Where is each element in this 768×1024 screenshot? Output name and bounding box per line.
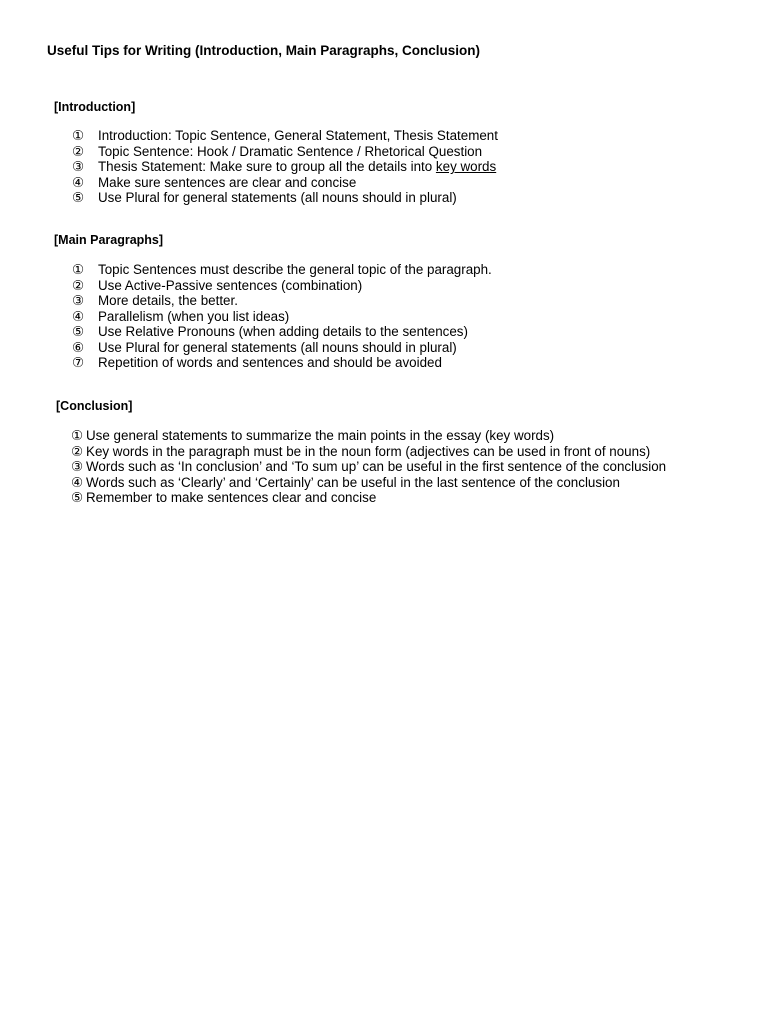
item-number: ② <box>71 443 84 459</box>
list-item <box>72 190 498 206</box>
item-text: Use general statements to summarize the main points in the essay (key words) <box>86 428 555 443</box>
item-number: ⑤ <box>72 324 85 339</box>
document-title: Useful Tips for Writing (Introduction, Main Paragraphs, Conclusion) <box>47 43 481 58</box>
item-number: ⑤ <box>71 490 84 505</box>
item-text: Words such as ‘In conclusion’ and ‘To sum up’ can be useful in the first sentence of the conclusion <box>86 459 667 474</box>
item-number: ③ <box>71 459 84 474</box>
item-text: Topic Sentences must describe the general topic of the paragraph. <box>98 262 492 277</box>
item-number: ④ <box>72 308 85 324</box>
introduction-list <box>72 128 498 206</box>
item-number: ① <box>72 262 85 277</box>
list-item <box>72 324 492 340</box>
list-item <box>71 459 666 475</box>
list-item <box>72 262 492 278</box>
list-item <box>71 490 666 506</box>
conclusion-heading: [Conclusion] <box>56 399 133 413</box>
item-text: Use Plural for general statements (all nouns should in plural) <box>98 190 457 205</box>
key-words-underlined: key words <box>435 159 497 174</box>
list-item <box>72 128 498 144</box>
item-text: Use Plural for general statements (all nouns should in plural) <box>98 339 457 355</box>
list-item <box>72 340 492 356</box>
item-number: ⑤ <box>72 190 85 205</box>
item-text: Use Relative Pronouns (when adding details to the sentences) <box>98 324 468 339</box>
item-text: More details, the better. <box>98 293 238 308</box>
main-paragraphs-list <box>72 262 492 371</box>
item-number: ① <box>71 428 84 443</box>
item-text: Words such as ‘Clearly’ and ‘Certainly’ can be useful in the last sentence of the conclusion <box>86 474 620 490</box>
item-number: ③ <box>72 293 85 308</box>
list-item <box>72 309 492 325</box>
item-text: Remember to make sentences clear and concise <box>86 490 377 505</box>
item-text: Parallelism (when you list ideas) <box>98 308 290 324</box>
list-item <box>72 144 498 160</box>
list-item <box>71 475 666 491</box>
list-item <box>72 293 492 309</box>
conclusion-list <box>71 428 666 506</box>
list-item <box>71 444 666 460</box>
list-item <box>72 159 498 175</box>
item-number: ③ <box>72 159 85 174</box>
item-text: Thesis Statement: Make sure to group all the details into <box>98 159 436 174</box>
item-text: Use Active-Passive sentences (combination) <box>98 277 363 293</box>
item-number: ④ <box>72 174 85 190</box>
list-item <box>72 278 492 294</box>
list-item <box>72 355 492 371</box>
item-text: Repetition of words and sentences and should be avoided <box>98 355 442 370</box>
main-paragraphs-heading: [Main Paragraphs] <box>54 233 164 247</box>
item-text: Make sure sentences are clear and concise <box>98 174 357 190</box>
item-text: Introduction: Topic Sentence, General Statement, Thesis Statement <box>98 128 498 143</box>
item-text: Topic Sentence: Hook / Dramatic Sentence / Rhetorical Question <box>98 143 483 159</box>
list-item <box>71 428 666 444</box>
item-number: ⑥ <box>72 339 85 355</box>
item-text: Key words in the paragraph must be in the noun form (adjectives can be used in front of nouns) <box>86 443 651 459</box>
item-number: ① <box>72 128 85 143</box>
item-number: ④ <box>71 474 84 490</box>
list-item <box>72 175 498 191</box>
introduction-heading: [Introduction] <box>54 100 136 114</box>
item-number: ② <box>72 143 85 159</box>
item-number: ② <box>72 277 85 293</box>
item-number: ⑦ <box>72 355 85 370</box>
